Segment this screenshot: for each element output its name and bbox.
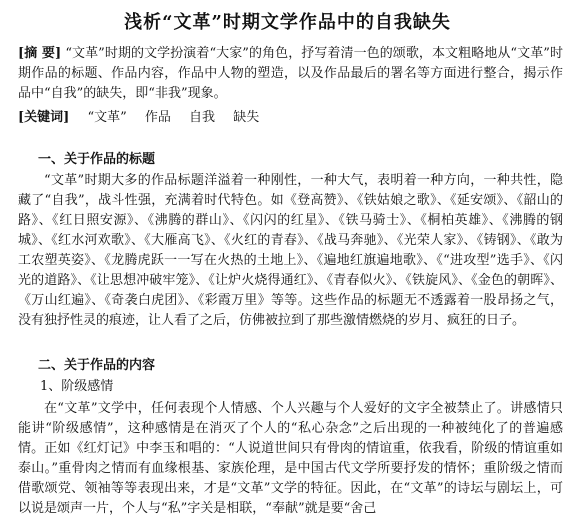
keyword-item: “文革” bbox=[87, 110, 127, 125]
keyword-item: 自我 bbox=[189, 110, 216, 125]
keywords-label: [关键词] bbox=[18, 110, 70, 125]
document-title: 浅析“文革”时期文学作品中的自我缺失 bbox=[124, 12, 451, 33]
keyword-item: 缺失 bbox=[233, 110, 260, 125]
section-heading-2: 二、关于作品的内容 bbox=[38, 358, 156, 373]
keywords-block bbox=[18, 108, 563, 128]
keyword-item: 作品 bbox=[144, 110, 171, 125]
abstract-text: “文革”时期的文学扮演着“大家”的角色，抒写着清一色的颂歌，本文粗略地从“文革”时期作品的标题、作品内容，作品中人物的塑造，以及作品最后的署名等方面进行整合，揭示作品中“自我”的缺失，即“非我”现象。 bbox=[18, 46, 563, 101]
abstract-label: [摘 要] bbox=[18, 46, 62, 61]
section-1-paragraph: “文革”时期大多的作品标题洋溢着一种刚性，一种大气，表明着一种方向，一种共性，隐藏了“自我”，战斗性强，充满着时代特色。如《登高赞》、《铁姑娘之歌》、《延安颂》、《韶山的路》、《红日照安源》、《沸腾的群山》、《闪闪的红星》、《铁马骑士》、《桐柏英雄》、《沸腾的钢城》、《红水河欢歌》、《大雁高飞》、《火红的青春》、《战马奔驰》、《光荣人家》、《铸钢》、《敢为工农塑英姿》、《龙腾虎跃一一写在火热的土地上》、《遍地红旗遍地歌》、《“进攻型”选手》、《闪光的道路》、《让思想冲破牢笼》、《让炉火烧得通红》、《青春似火》、《铁旋风》、《金色的朝晖》、《万山红遍》、《奇袭白虎团》、《彩霞万里》等等。这些作品的标题无不透露着一股昂扬之气，没有独抒性灵的痕迹，让人看了之后，仿佛被拉到了那些激情燃烧的岁月、疯狂的日子。 bbox=[18, 173, 563, 328]
section-heading-1: 一、关于作品的标题 bbox=[38, 152, 156, 167]
subsection-heading: 1、阶级感情 bbox=[40, 379, 114, 394]
section-2-paragraph: 在“文革”文学中，任何表现个人情感、个人兴趣与个人爱好的文字全被禁止了。讲感情只能讲“阶级感情”，这种感情是在消灭了个人的“私心杂念”之后出现的一种被纯化了的普遍感情。正如《红灯记》中李玉和唱的：“人说道世间只有骨肉的情谊重，依我看，阶级的情谊重如泰山。”重骨肉之情而有血缘根基、家族伦理，是中国古代文学所要抒发的情怀；重阶级之情而借歌颂党、领袖等等表现出来，才是“文革”文学的特征。因此，在“文革”的诗坛与剧坛上，可以说是颂声一片，个人与“私”字关是相联，“奉献”就是要“舍己 bbox=[18, 401, 563, 516]
abstract-block bbox=[18, 44, 563, 104]
